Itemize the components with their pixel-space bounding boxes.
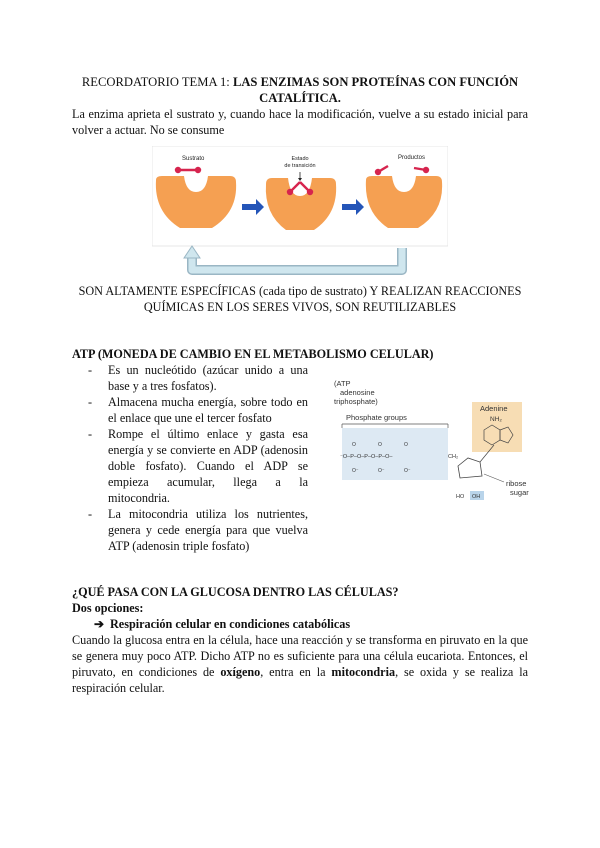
svg-text:⁻O–P–O–P–O–P–O–: ⁻O–P–O–P–O–P–O– xyxy=(340,454,393,460)
intro-paragraph: La enzima aprieta el sustrato y, cuando hace la modificación, vuelve a su estado inicial para volver a actuar. No se consume xyxy=(72,107,528,137)
ribose-label: ribose xyxy=(506,479,527,488)
svg-text:O⁻: O⁻ xyxy=(404,468,411,474)
svg-text:O⁻: O⁻ xyxy=(378,468,385,474)
atp-bullet-list xyxy=(86,362,308,554)
dash-bullet: - xyxy=(88,363,93,377)
atp-heading: ATP (MONEDA DE CAMBIO EN EL METABOLISMO CELULAR) xyxy=(72,347,434,361)
glucose-heading: ¿QUÉ PASA CON LA GLUCOSA DENTRO LAS CÉLULAS? xyxy=(72,585,399,599)
oh-label: OH xyxy=(472,494,481,500)
svg-text:O: O xyxy=(404,442,408,448)
atp-label: (ATP xyxy=(334,379,351,388)
recycle-loop-arrow xyxy=(192,248,402,270)
specificity-text: SON ALTAMENTE ESPECÍFICAS (cada tipo de sustrato) Y REALIZAN REACCIONES QUÍMICAS EN LOS SERES VIVOS, SON REUTILIZABLES xyxy=(78,284,522,314)
arrow-item: ➔ Respiración celular en condiciones catabólicas xyxy=(94,617,351,631)
title-bold: LAS ENZIMAS SON PROTEÍNAS CON FUNCIÓN CATALÍTICA. xyxy=(232,75,519,105)
ho-label: HO xyxy=(456,494,465,500)
enzima-left-label: Enzima xyxy=(186,234,207,240)
page-title xyxy=(60,74,540,106)
list-item: - La mitocondria utiliza los nutrientes, genera y cede energía para que vuelva ATP (adenosin triple fosfato) xyxy=(88,507,308,553)
enzyme-diagram xyxy=(152,146,448,278)
estado-label-2: de transición xyxy=(284,163,316,169)
svg-text:O: O xyxy=(352,442,356,448)
list-item: - Es un nucleótido (azúcar unido a una base y a tres fosfatos). xyxy=(88,363,308,393)
atp-label-2: adenosine xyxy=(340,388,375,397)
sugar-label: sugar xyxy=(510,488,529,497)
svg-text:O: O xyxy=(378,442,382,448)
productos-label: Productos xyxy=(398,155,426,161)
title-prefix: RECORDATORIO TEMA 1: xyxy=(81,75,233,89)
estado-label-1: Estado xyxy=(291,156,309,162)
nh2-label: NH₂ xyxy=(490,416,502,423)
ribose-ring xyxy=(458,458,482,478)
arrow-right-icon: ➔ xyxy=(94,617,105,631)
recycle-loop-head xyxy=(184,246,200,258)
svg-text:O⁻: O⁻ xyxy=(352,468,359,474)
dash-bullet: - xyxy=(88,507,93,521)
atp-label-3: triphosphate) xyxy=(334,397,378,406)
adenine-label: Adenine xyxy=(480,404,508,413)
dos-opciones: Dos opciones: xyxy=(72,601,144,615)
complejo-label: Enzima-Sustrato xyxy=(277,238,323,244)
atp-molecule-diagram xyxy=(330,378,530,508)
sustrato-label: Sustrato xyxy=(182,156,205,162)
ch2-label: CH₂ xyxy=(448,454,459,460)
final-paragraph: Cuando la glucosa entra en la célula, hace una reacción y se transforma en piruvato en la que se genera muy poco ATP. Dicho ATP no es suficiente para una célula eucariota. Entonces, el piruvato, en condiciones de oxígeno, entra en la mitocondria, se oxida y se realiza la respiración celular. xyxy=(72,633,528,695)
enzima-right-label: Enzima xyxy=(396,238,417,244)
dash-bullet: - xyxy=(88,395,93,409)
list-item: - Almacena mucha energía, sobre todo en el enlace que une el tercer fosfato xyxy=(88,395,308,425)
phosphate-groups-label: Phosphate groups xyxy=(346,413,407,422)
list-item: - Rompe el último enlace y gasta esa energía y se convierte en ADP (adenosin doble fosfato). Cuando el ADP se empieza acumular, llega a la mitocondria. xyxy=(88,427,308,505)
dash-bullet: - xyxy=(88,427,93,441)
